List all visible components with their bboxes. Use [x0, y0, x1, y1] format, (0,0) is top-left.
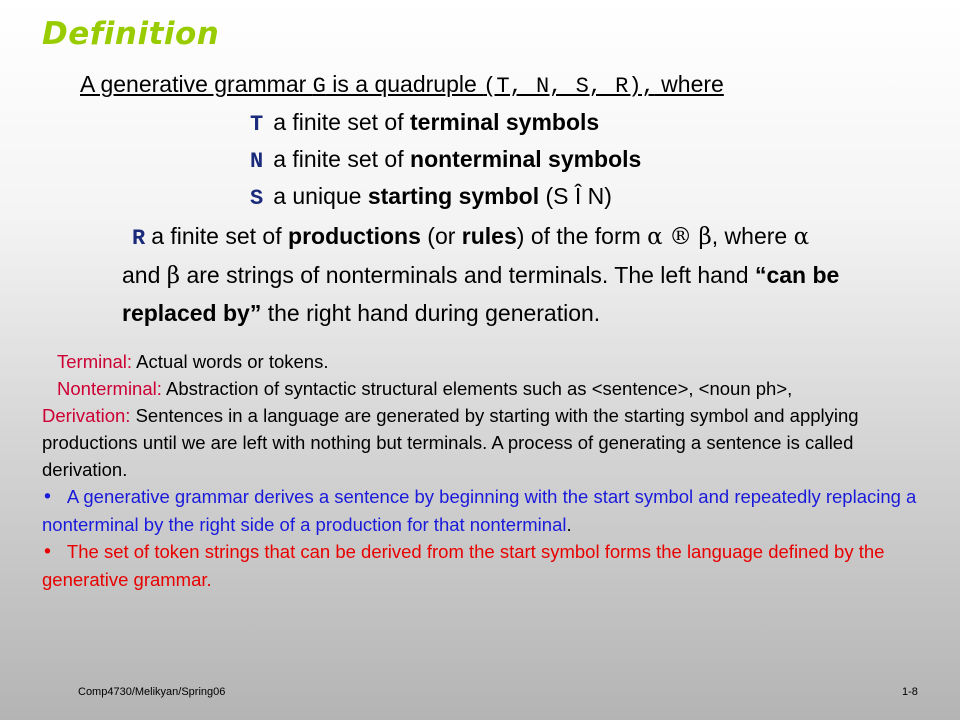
def-terminal	[250, 104, 599, 143]
def-term: starting symbol	[367, 183, 540, 209]
def-term: nonterminal symbols	[410, 146, 642, 172]
note-terminal	[42, 348, 937, 375]
beta-symbol: β	[166, 263, 181, 289]
slide-title: Definition	[42, 16, 220, 52]
intro-text-3: where	[654, 71, 724, 97]
bullet-icon: •	[42, 487, 53, 508]
intro-text: A generative grammar	[80, 71, 313, 97]
quadruple: (T, N, S, R),	[483, 74, 655, 99]
bullet-text: The set of token strings that can be derived from the start symbol forms the language defined by the generative grammar.	[42, 541, 885, 590]
def-symbol: T	[250, 112, 264, 137]
def-symbol: R	[132, 226, 146, 251]
footer-course: Comp4730/Melikyan/Spring06	[78, 686, 226, 698]
bullet-generative	[42, 483, 937, 538]
arrow-symbol: ®	[669, 224, 693, 250]
note-label: Derivation:	[42, 405, 131, 426]
beta-symbol: β	[698, 224, 712, 250]
def-start-symbol	[250, 178, 612, 217]
bullet-end: .	[566, 514, 572, 535]
rule-text: and	[122, 262, 167, 288]
rule-term: “can be replaced by”	[122, 262, 840, 326]
def-membership: (S Î N)	[539, 183, 612, 209]
rule-text: ) of the form	[516, 223, 648, 249]
note-nonterminal	[42, 375, 937, 402]
notes-block	[42, 348, 937, 593]
def-text: a finite set of	[273, 146, 411, 172]
note-text: Sentences in a language are generated by starting with the starting symbol and applying productions until we are left with nothing but terminals. A process of generating a sentence is called derivation.	[42, 405, 859, 480]
intro-text-2: is a quadruple	[325, 71, 484, 97]
def-symbol: S	[250, 186, 264, 211]
def-productions	[122, 218, 922, 332]
rule-text: (or	[420, 223, 462, 249]
def-text: a finite set of	[273, 109, 411, 135]
def-term: terminal symbols	[410, 109, 600, 135]
note-text: Actual words or tokens.	[132, 351, 329, 372]
note-derivation	[42, 402, 937, 483]
alpha-symbol: α	[793, 224, 810, 250]
rule-text: are strings of nonterminals and terminals. The left hand	[180, 262, 755, 288]
bullet-icon: •	[42, 542, 53, 563]
rule-term: rules	[461, 223, 517, 249]
note-label: Nonterminal:	[57, 378, 162, 399]
def-text: a unique	[273, 183, 368, 209]
rule-text: a finite set of	[151, 223, 289, 249]
rule-text: the right hand during generation.	[261, 300, 601, 326]
note-label: Terminal:	[57, 351, 133, 372]
def-nonterminal	[250, 141, 641, 180]
def-symbol: N	[250, 149, 264, 174]
bullet-text: A generative grammar derives a sentence by beginning with the start symbol and repeatedly replacing a nonterminal by the right side of a production for that nonterminal	[42, 486, 917, 535]
grammar-intro	[80, 66, 724, 105]
grammar-symbol: G	[312, 74, 326, 99]
footer-page-number: 1-8	[902, 686, 918, 698]
rule-text: , where	[711, 223, 794, 249]
note-text: Abstraction of syntactic structural elements such as <sentence>, <noun ph>,	[161, 378, 793, 399]
alpha-symbol: α	[647, 224, 663, 250]
rule-term: productions	[288, 223, 421, 249]
bullet-language	[42, 538, 937, 593]
